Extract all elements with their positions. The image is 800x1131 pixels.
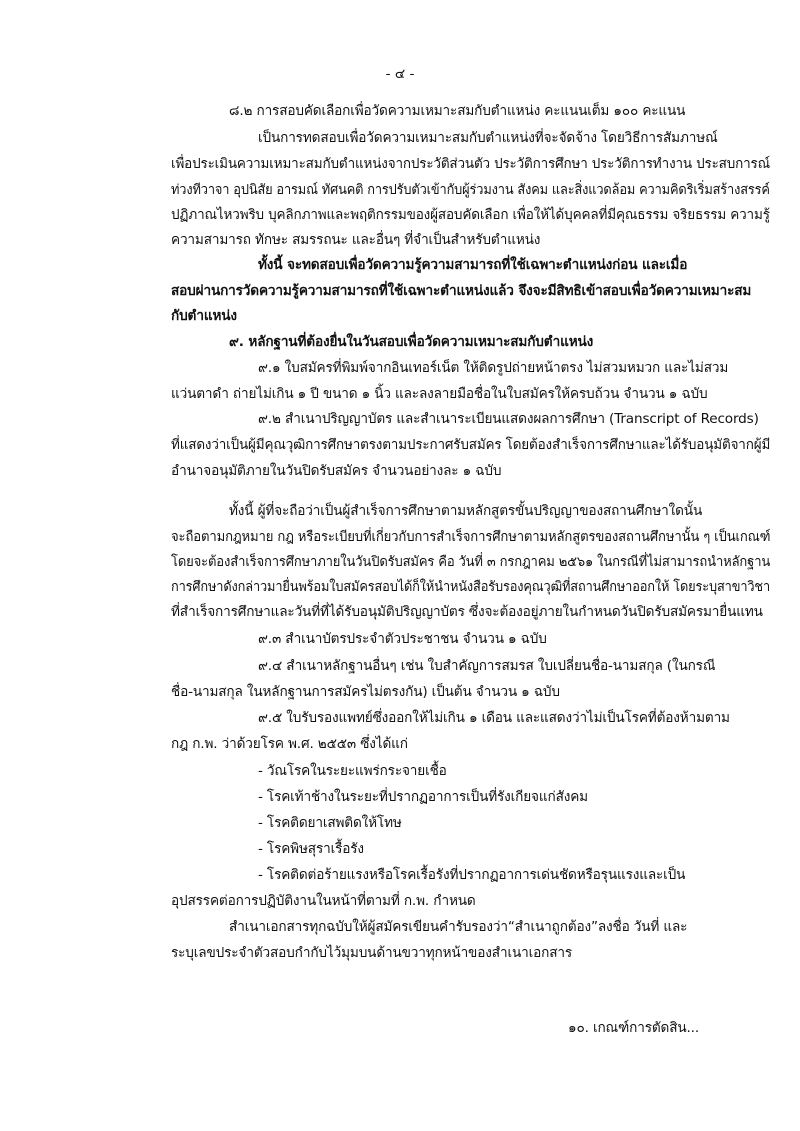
body-line: แว่นตาดำ ถ่ายไม่เกิน ๑ ปี ขนาด ๑ นิ้ว และลงลายมือชื่อในใบสมัครให้ครบถ้วน จำนวน ๑ ฉบับ <box>171 386 708 402</box>
body-line: โดยจะต้องสำเร็จการศึกษาภายในวันปิดรับสมัคร คือ วันที่ ๓ กรกฎาคม ๒๕๖๑ ในกรณีที่ไม่สามารถนำหลักฐาน <box>171 554 771 570</box>
body-line: ท่วงทีวาจา อุปนิสัย อารมณ์ ทัศนคติ การปรับตัวเข้ากับผู้ร่วมงาน สังคม และสิ่งแวดล้อม ความคิดริเริ่มสร้างสรรค์ <box>171 182 770 198</box>
body-line: อำนาจอนุมัติภายในวันปิดรับสมัคร จำนวนอย่างละ ๑ ฉบับ <box>171 463 502 479</box>
item-9-1: ๙.๑ ใบสมัครที่พิมพ์จากอินเทอร์เน็ต ให้ติดรูปถ่ายหน้าตรง ไม่สวมหมวก และไม่สวม <box>258 360 729 376</box>
body-line: กฎ ก.พ. ว่าด้วยโรค พ.ศ. ๒๕๕๓ ซึ่งได้แก่ <box>171 736 408 752</box>
body-line: ชื่อ-นามสกุล ในหลักฐานการสมัครไม่ตรงกัน) เป็นต้น จำนวน ๑ ฉบับ <box>171 684 560 700</box>
continuation-text: ๑๐. เกณฑ์การตัดสิน... <box>568 1020 700 1036</box>
body-line: ระบุเลขประจำตัวสอบกำกับไว้มุมบนด้านขวาทุกหน้าของสำเนาเอกสาร <box>171 945 572 961</box>
body-line: อุปสรรคต่อการปฏิบัติงานในหน้าที่ตามที่ ก.พ. กำหนด <box>171 893 476 909</box>
note-bold-line: สอบผ่านการวัดความรู้ความสามารถที่ใช้เฉพาะตำแหน่งแล้ว จึงจะมีสิทธิเข้าสอบเพื่อวัดความเหมาะสม <box>171 283 752 299</box>
item-9-2: ๙.๒ สำเนาปริญญาบัตร และสำเนาระเบียนแสดงผลการศึกษา (Transcript of Records) <box>258 411 759 427</box>
section-9-heading: ๙. หลักฐานที่ต้องยื่นในวันสอบเพื่อวัดความเหมาะสมกับตำแหน่ง <box>229 334 594 350</box>
page-number: - ๔ - <box>385 66 415 82</box>
note-bold-line: กับตำแหน่ง <box>171 308 237 324</box>
section-8-2-heading: ๘.๒ การสอบคัดเลือกเพื่อวัดความเหมาะสมกับตำแหน่ง คะแนนเต็ม ๑๐๐ คะแนน <box>229 103 686 119</box>
item-9-3: ๙.๓ สำเนาบัตรประจำตัวประชาชน จำนวน ๑ ฉบับ <box>258 631 547 647</box>
body-line: การศึกษาดังกล่าวมายื่นพร้อมใบสมัครสอบได้ก็ให้นำหนังสือรับรองคุณวุฒิที่สถานศึกษาออกให้ โดยระบุสาขาวิชา <box>171 579 771 595</box>
disease-list-item: - โรคติดยาเสพติดให้โทษ <box>258 815 402 831</box>
certification-note: สำเนาเอกสารทุกฉบับให้ผู้สมัครเขียนคำรับรองว่า“สำเนาถูกต้อง”ลงชื่อ วันที่ และ <box>229 919 688 935</box>
body-line: จะถือตามกฎหมาย กฎ หรือระเบียบที่เกี่ยวกับการสำเร็จการศึกษาตามหลักสูตรของสถานศึกษานั้น ๆ เป็นเกณฑ์ <box>171 529 771 545</box>
note-line: ทั้งนี้ ผู้ที่จะถือว่าเป็นผู้สำเร็จการศึกษาตามหลักสูตรขั้นปริญญาของสถานศึกษาใดนั้น <box>229 503 703 519</box>
body-line: ที่แสดงว่าเป็นผู้มีคุณวุฒิการศึกษาตรงตามประกาศรับสมัคร โดยต้องสำเร็จการศึกษาและได้รับอนุมัติจากผู้มี <box>171 437 771 453</box>
body-line: ปฏิภาณไหวพริบ บุคลิกภาพและพฤติกรรมของผู้สอบคัดเลือก เพื่อให้ได้บุคคลที่มีคุณธรรม จริยธรรม ความรู้ <box>171 207 770 223</box>
body-line: ความสามารถ ทักษะ สมรรถนะ และอื่นๆ ที่จำเป็นสำหรับตำแหน่ง <box>171 232 541 248</box>
disease-list-item: - โรคเท้าช้างในระยะที่ปรากฏอาการเป็นที่รังเกียจแก่สังคม <box>258 789 588 805</box>
disease-list-item: - โรคพิษสุราเรื้อรัง <box>258 841 364 857</box>
item-9-5: ๙.๕ ใบรับรองแพทย์ซึ่งออกให้ไม่เกิน ๑ เดือน และแสดงว่าไม่เป็นโรคที่ต้องห้ามตาม <box>258 710 730 726</box>
body-line: เพื่อประเมินความเหมาะสมกับตำแหน่งจากประวัติส่วนตัว ประวัติการศึกษา ประวัติการทำงาน ประสบการณ์ <box>171 156 770 172</box>
body-line: ที่สำเร็จการศึกษาและวันที่ที่ได้รับอนุมัติปริญญาบัตร ซึ่งจะต้องอยู่ภายในกำหนดวันปิดรับสมัครมายื่นแทน <box>171 604 763 620</box>
item-9-4: ๙.๔ สำเนาหลักฐานอื่นๆ เช่น ใบสำคัญการสมรส ใบเปลี่ยนชื่อ-นามสกุล (ในกรณี <box>258 658 716 674</box>
body-line: เป็นการทดสอบเพื่อวัดความเหมาะสมกับตำแหน่งที่จะจัดจ้าง โดยวิธีการสัมภาษณ์ <box>258 130 718 146</box>
disease-list-item: - โรคติดต่อร้ายแรงหรือโรคเรื้อรังที่ปรากฏอาการเด่นชัดหรือรุนแรงและเป็น <box>258 867 686 883</box>
note-bold-line: ทั้งนี้ จะทดสอบเพื่อวัดความรู้ความสามารถที่ใช้เฉพาะตำแหน่งก่อน และเมื่อ <box>258 257 688 273</box>
disease-list-item: - วัณโรคในระยะแพร่กระจายเชื้อ <box>258 763 447 779</box>
